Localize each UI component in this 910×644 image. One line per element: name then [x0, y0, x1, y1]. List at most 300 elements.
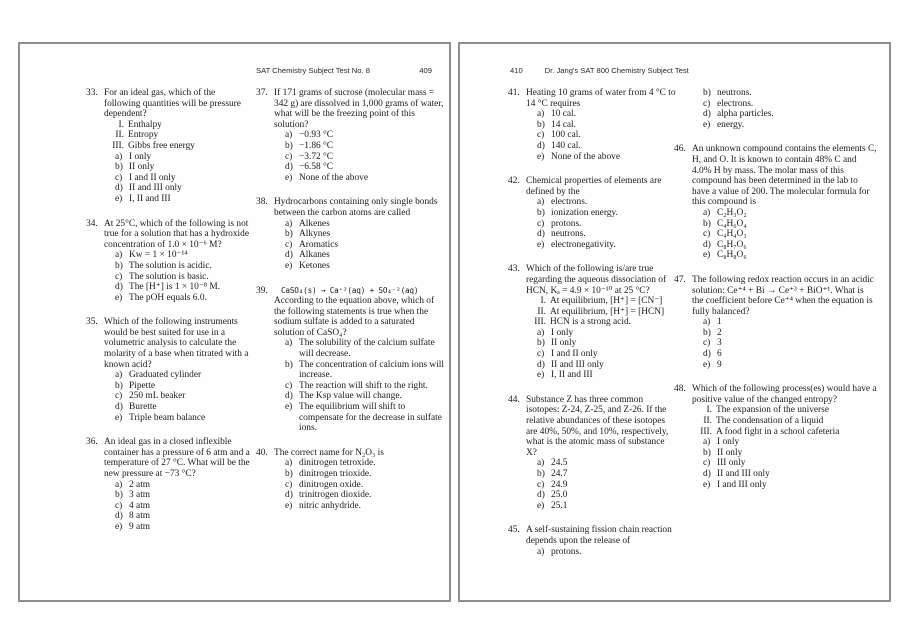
question-number: [674, 88, 692, 130]
option-letter: a): [285, 130, 293, 141]
option-letter: b): [115, 490, 123, 501]
option-letter: b): [115, 380, 123, 391]
roman-text: The condensation of a liquid: [716, 416, 824, 427]
question-body: [526, 88, 677, 162]
option-text: 100 cal.: [551, 130, 581, 141]
question-number: 48.: [674, 384, 686, 395]
option-letter: c): [537, 130, 545, 141]
question-body: [104, 317, 253, 423]
question: [508, 525, 677, 557]
option-letter: b): [703, 327, 711, 338]
roman-item: [104, 120, 253, 131]
option-text: The Ksp value will change.: [299, 391, 402, 402]
option-letter: e): [285, 500, 293, 511]
answer-option: [692, 328, 877, 339]
question: [86, 88, 253, 205]
answer-option: [526, 501, 677, 512]
question-number: 44.: [508, 394, 520, 405]
option-text: nitric anhydride.: [299, 500, 361, 511]
answer-option: [526, 208, 677, 219]
question-body: [692, 144, 877, 261]
option-text: Ketones: [299, 260, 330, 271]
roman-label: III.: [700, 426, 712, 437]
question-number: 45.: [508, 525, 520, 536]
answer-option: [526, 547, 677, 558]
option-text: None of the above: [299, 172, 368, 183]
option-letter: b): [115, 162, 123, 173]
roman-label: I.: [706, 405, 712, 416]
option-letter: a): [115, 250, 123, 261]
question: [256, 197, 447, 271]
answer-option: [692, 219, 877, 230]
question-number: 41.: [508, 88, 520, 98]
answer-option: [526, 360, 677, 371]
option-text: Kw = 1 × 10⁻¹⁴: [129, 250, 188, 261]
answer-option: [526, 370, 677, 381]
option-text: The reaction will shift to the right.: [299, 380, 428, 391]
question: [256, 286, 447, 434]
option-text: trinitrogen dioxide.: [299, 490, 372, 501]
page-number: 409: [419, 66, 432, 75]
question-number: 33.: [86, 88, 98, 98]
roman-text: Gibbs free energy: [128, 140, 195, 151]
answer-option: [692, 229, 877, 240]
page-header-title: SAT Chemistry Subject Test No. 8: [256, 66, 370, 75]
answer-option: [104, 480, 253, 491]
option-text: 2 atm: [129, 479, 151, 490]
option-letter: e): [703, 119, 711, 130]
option-text: −0.93 °C: [299, 130, 334, 141]
question-number: 34.: [86, 218, 98, 229]
option-letter: d): [285, 490, 293, 501]
option-letter: a): [115, 151, 123, 162]
roman-text: At equilibrium, [H⁺] = [HCN]: [550, 306, 665, 317]
option-text: 6: [717, 349, 722, 360]
question-text: At 25°C, which of the following is not true for a solution that has a hydroxide concentration of 1.0 × 10⁻⁶ M?: [104, 218, 250, 250]
answer-option: [104, 293, 253, 304]
option-text: I only: [129, 151, 152, 162]
option-letter: d): [285, 391, 293, 402]
option-letter: c): [115, 271, 123, 282]
roman-label: II.: [537, 306, 546, 317]
roman-item: [692, 405, 877, 416]
question-body: [692, 88, 877, 130]
option-text: None of the above: [551, 151, 620, 162]
answer-option: [526, 109, 677, 120]
option-text: 24.9: [551, 479, 568, 490]
answer-option: [526, 490, 677, 501]
question-text: An ideal gas in a closed inflexible container has a pressure of 6 atm and a temperature of 27 °C. What will be the new pressure at −73 °C?: [104, 437, 250, 479]
option-text: The pOH equals 6.0.: [129, 292, 207, 303]
option-text: II and III only: [129, 183, 182, 194]
answer-option: [526, 152, 677, 163]
option-letter: c): [537, 479, 545, 490]
option-letter: a): [703, 207, 711, 218]
option-letter: e): [115, 193, 123, 204]
option-text: I and II only: [129, 172, 176, 183]
answer-option: [274, 469, 447, 480]
answer-option: [274, 458, 447, 469]
answer-option: [274, 501, 447, 512]
option-text: 25.0: [551, 490, 568, 501]
answer-option: [274, 480, 447, 491]
answer-option: [104, 261, 253, 272]
answer-option: [274, 141, 447, 152]
answer-option: [104, 173, 253, 184]
answer-option: [104, 391, 253, 402]
answer-option: [692, 480, 877, 491]
option-text: C₈H₈O₆: [717, 250, 747, 261]
question-body: [274, 88, 447, 183]
roman-item: [526, 296, 677, 307]
question-text: A self-sustaining fission chain reaction depends upon the release of: [526, 525, 672, 546]
option-letter: b): [703, 218, 711, 229]
option-text: protons.: [551, 546, 582, 557]
question: [86, 437, 253, 532]
option-text: ionization energy.: [551, 207, 618, 218]
option-text: The [H⁺] is 1 × 10⁻⁸ M.: [129, 282, 221, 293]
answer-option: [104, 413, 253, 424]
question-body: [526, 395, 677, 512]
question: [256, 88, 447, 183]
question: [674, 144, 877, 261]
option-text: The solution is acidic.: [129, 260, 212, 271]
option-letter: d): [115, 511, 123, 522]
question-number: 43.: [508, 264, 520, 275]
option-letter: c): [703, 229, 711, 240]
answer-option: [692, 317, 877, 328]
answer-option: [526, 130, 677, 141]
option-text: 1: [717, 317, 722, 328]
option-letter: e): [703, 359, 711, 370]
option-text: I only: [551, 327, 574, 338]
option-letter: d): [537, 140, 545, 151]
question-text: Chemical properties of elements are defined by the: [526, 176, 662, 197]
answer-option: [104, 381, 253, 392]
answer-option: [104, 370, 253, 381]
roman-item: [526, 317, 677, 328]
option-text: Aromatics: [299, 239, 339, 250]
roman-label: II.: [703, 416, 712, 427]
question-number: 35.: [86, 317, 98, 328]
option-text: 250 mL beaker: [129, 391, 186, 402]
option-text: 3: [717, 338, 722, 349]
answer-option: [104, 501, 253, 512]
option-letter: c): [703, 458, 711, 469]
answer-option: [692, 208, 877, 219]
question-body: [104, 219, 253, 304]
question: [674, 88, 877, 130]
option-text: 14 cal.: [551, 119, 576, 130]
question-number: 40.: [256, 447, 268, 458]
option-text: 8 atm: [129, 511, 151, 522]
option-letter: c): [115, 391, 123, 402]
answer-option: [692, 109, 877, 120]
answer-option: [274, 250, 447, 261]
option-letter: c): [537, 349, 545, 360]
answer-option: [104, 183, 253, 194]
roman-text: The expansion of the universe: [716, 405, 829, 416]
option-text: C₈H₇O₆: [717, 239, 747, 250]
option-text: Pipette: [129, 380, 156, 391]
question-text: The correct name for N₂O₃ is: [274, 447, 384, 458]
option-text: neutrons.: [717, 88, 752, 98]
option-text: Graduated cylinder: [129, 370, 202, 381]
option-letter: d): [115, 183, 123, 194]
option-letter: b): [537, 119, 545, 130]
question: [508, 264, 677, 381]
option-letter: a): [537, 546, 545, 557]
option-letter: c): [115, 500, 123, 511]
roman-text: A food fight in a school cafeteria: [716, 426, 840, 437]
option-text: 9: [717, 359, 722, 370]
option-text: −6.58 °C: [299, 162, 334, 173]
option-text: electronegativity.: [551, 239, 616, 250]
option-letter: e): [115, 521, 123, 532]
page-number: 410: [510, 66, 523, 75]
answer-option: [692, 99, 877, 110]
option-letter: b): [703, 447, 711, 458]
answer-option: [526, 349, 677, 360]
option-text: dinitrogen tetroxide.: [299, 458, 376, 469]
question-body: [692, 275, 877, 370]
roman-text: At equilibrium, [H⁺] = [CN⁻]: [550, 296, 663, 307]
option-text: III only: [717, 458, 746, 469]
answer-option: [692, 458, 877, 469]
option-letter: e): [285, 172, 293, 183]
option-text: 3 atm: [129, 490, 151, 501]
answer-option: [526, 240, 677, 251]
roman-item: [692, 427, 877, 438]
option-text: energy.: [717, 119, 745, 130]
question-text: Substance Z has three common isotopes: Z-24, Z-25, and Z-26. If the relative abundances of these isotopes are 40%, 50%, and 10%, respectively, what is the atomic mass of substance X?: [526, 394, 669, 458]
option-letter: a): [703, 437, 711, 448]
question: [508, 176, 677, 250]
option-letter: e): [115, 292, 123, 303]
option-text: electrons.: [717, 98, 754, 109]
option-text: 24.7: [551, 469, 568, 479]
roman-label: I.: [540, 296, 546, 307]
option-letter: e): [537, 239, 545, 250]
question-body: [526, 525, 677, 557]
option-letter: b): [285, 140, 293, 151]
option-letter: e): [285, 260, 293, 271]
roman-label: II.: [115, 130, 124, 141]
question: [508, 395, 677, 512]
answer-option: [526, 469, 677, 480]
answer-option: [274, 490, 447, 501]
answer-option: [104, 152, 253, 163]
answer-option: [274, 338, 447, 359]
answer-option: [274, 240, 447, 251]
roman-label: I.: [118, 119, 124, 130]
question-column: [508, 88, 677, 571]
option-letter: e): [537, 370, 545, 381]
option-letter: c): [285, 479, 293, 490]
question: [86, 317, 253, 423]
option-letter: d): [537, 359, 545, 370]
option-text: I, II and III: [551, 370, 593, 381]
answer-option: [274, 219, 447, 230]
roman-label: III.: [534, 317, 546, 328]
option-text: C₂H₃O₂: [717, 207, 747, 218]
question-number: 37.: [256, 88, 268, 98]
answer-option: [692, 437, 877, 448]
option-letter: c): [703, 338, 711, 349]
option-letter: a): [285, 458, 293, 469]
roman-item: [104, 130, 253, 141]
option-letter: a): [285, 338, 293, 349]
option-text: Alkynes: [299, 229, 331, 240]
option-letter: b): [703, 88, 711, 98]
option-letter: d): [537, 229, 545, 240]
question-column: [86, 88, 253, 547]
question-body: [104, 88, 253, 205]
option-text: 10 cal.: [551, 109, 576, 120]
answer-option: [526, 229, 677, 240]
answer-option: [692, 448, 877, 459]
question-body: [274, 448, 447, 512]
option-text: II only: [717, 447, 743, 458]
option-letter: d): [285, 162, 293, 173]
answer-option: [692, 240, 877, 251]
answer-option: [104, 490, 253, 501]
option-letter: d): [703, 239, 711, 250]
book-page-left: [18, 42, 451, 602]
answer-option: [692, 360, 877, 371]
page-header: [510, 66, 689, 75]
option-letter: d): [115, 282, 123, 293]
answer-option: [526, 120, 677, 131]
option-letter: d): [703, 109, 711, 120]
answer-option: [274, 360, 447, 381]
option-letter: a): [115, 370, 123, 381]
question-body: [104, 437, 253, 532]
question-number: 39.: [256, 285, 268, 296]
answer-option: [104, 250, 253, 261]
option-letter: d): [537, 490, 545, 501]
question: [86, 219, 253, 304]
option-letter: d): [703, 349, 711, 360]
answer-option: [692, 338, 877, 349]
option-letter: c): [703, 98, 711, 109]
option-text: 4 atm: [129, 500, 151, 511]
option-letter: a): [537, 327, 545, 338]
option-letter: e): [537, 500, 545, 511]
roman-text: HCN is a strong acid.: [550, 317, 631, 328]
answer-option: [104, 282, 253, 293]
option-text: I, II and III: [129, 193, 171, 204]
question-text: The following redox reaction occurs in an acidic solution: Ce⁺⁴ + Bi → Ce⁺³ + BiO⁺¹. What is the coefficient before Ce⁺⁴ when the equation is fully balanced?: [692, 274, 874, 317]
option-letter: b): [285, 359, 293, 370]
answer-option: [692, 469, 877, 480]
option-text: 140 cal.: [551, 140, 581, 151]
question-equation: CaSO₄(s) → Ca⁺²(aq) + SO₄⁻²(aq): [281, 285, 419, 295]
answer-option: [104, 402, 253, 413]
option-letter: d): [703, 469, 711, 479]
option-letter: e): [703, 250, 711, 261]
answer-option: [104, 522, 253, 533]
option-letter: c): [285, 239, 293, 250]
option-letter: d): [115, 402, 123, 413]
option-letter: a): [537, 458, 545, 469]
answer-option: [274, 229, 447, 240]
question-number: 36.: [86, 437, 98, 448]
book-page-right: [458, 42, 891, 602]
question-body: [526, 176, 677, 250]
option-text: electrons.: [551, 197, 588, 208]
option-letter: e): [703, 479, 711, 490]
question: [256, 448, 447, 512]
question-number: 47.: [674, 274, 686, 285]
option-text: 2: [717, 327, 722, 338]
roman-item: [526, 307, 677, 318]
option-letter: a): [115, 479, 123, 490]
option-text: protons.: [551, 218, 582, 229]
question-text: If 171 grams of sucrose (molecular mass = 342 g) are dissolved in 1,000 grams of water, what will be the freezing point of this solution?: [274, 88, 444, 130]
answer-option: [526, 338, 677, 349]
option-letter: b): [537, 469, 545, 479]
question: [508, 88, 677, 162]
answer-option: [526, 458, 677, 469]
option-text: 24.5: [551, 458, 568, 469]
page-header-title: Dr. Jang's SAT 800 Chemistry Subject Test: [544, 66, 689, 75]
option-text: II only: [551, 338, 577, 349]
question-text: An unknown compound contains the elements C, H, and O. It is known to contain 48% C and 4.0% H by mass. The molar mass of this compound has been determined in the lab to have a value of 200. The molecular formula for this compound is: [692, 144, 877, 208]
option-text: 9 atm: [129, 521, 151, 532]
option-text: II and III only: [717, 469, 770, 479]
question-text: For an ideal gas, which of the following quantities will be pressure dependent?: [104, 88, 241, 120]
option-text: I only: [717, 437, 740, 448]
answer-option: [104, 162, 253, 173]
question-column: [674, 88, 877, 504]
question-number: 38.: [256, 197, 268, 208]
option-text: The solution is basic.: [129, 271, 209, 282]
option-letter: e): [537, 151, 545, 162]
question-text: Heating 10 grams of water from 4 °C to 14 °C requires: [526, 88, 676, 109]
option-text: II only: [129, 162, 155, 173]
option-letter: c): [285, 380, 293, 391]
option-letter: d): [285, 250, 293, 261]
question-text: Hydrocarbons containing only single bonds between the carbon atoms are called: [274, 197, 438, 218]
question-column: [256, 88, 447, 525]
roman-item: [692, 416, 877, 427]
option-letter: c): [115, 172, 123, 183]
option-letter: a): [703, 317, 711, 328]
question: [674, 384, 877, 490]
option-letter: b): [537, 207, 545, 218]
question-text: Which of the following process(es) would have a positive value of the changed entropy?: [692, 384, 877, 405]
answer-option: [104, 511, 253, 522]
answer-option: [274, 261, 447, 272]
question: [674, 275, 877, 370]
option-text: Alkanes: [299, 250, 330, 261]
answer-option: [692, 250, 877, 261]
option-letter: c): [537, 218, 545, 229]
roman-text: Enthalpy: [128, 119, 162, 130]
option-text: C₄H₄O₃: [717, 229, 747, 240]
option-text: alpha particles.: [717, 109, 774, 120]
option-text: dinitrogen trioxide.: [299, 469, 372, 479]
answer-option: [526, 328, 677, 339]
answer-option: [526, 141, 677, 152]
option-letter: b): [537, 338, 545, 349]
option-letter: e): [115, 412, 123, 423]
question-body: [274, 197, 447, 271]
answer-option: [274, 162, 447, 173]
answer-option: [526, 480, 677, 491]
option-letter: e): [285, 402, 293, 413]
